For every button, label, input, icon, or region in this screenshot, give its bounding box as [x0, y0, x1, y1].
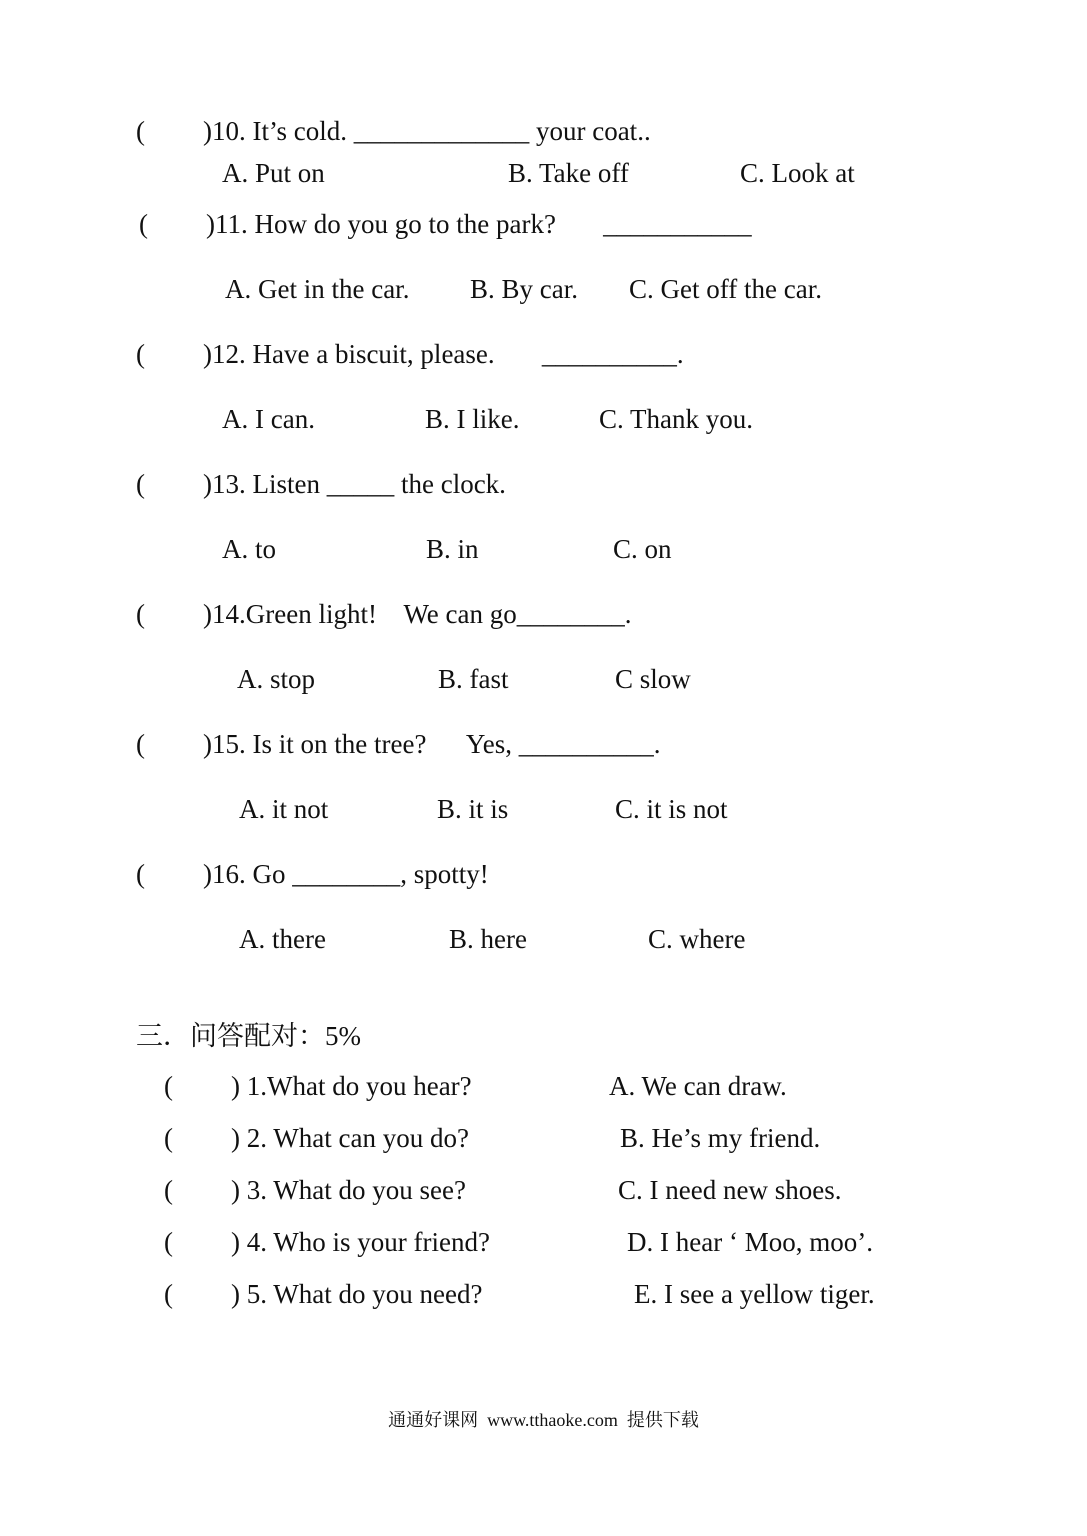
option-a-q14: A. stop — [237, 664, 316, 694]
option-b-q11: B. By car. — [470, 274, 578, 304]
option-a-q12: A. I can. — [222, 404, 315, 434]
match-paren-1: ( — [164, 1071, 173, 1101]
option-c-q15: C. it is not — [615, 794, 728, 824]
question-stem-q10: )10. It’s cold. _____________ your coat.. — [203, 116, 651, 146]
option-c-q12: C. Thank you. — [599, 404, 753, 434]
answer-paren-q12: ( — [136, 339, 145, 369]
option-a-q10: A. Put on — [222, 158, 325, 188]
option-c-q14: C slow — [615, 664, 691, 694]
match-paren-2: ( — [164, 1123, 173, 1153]
answer-paren-q14: ( — [136, 599, 145, 629]
answer-paren-q15: ( — [136, 729, 145, 759]
option-c-q10: C. Look at — [740, 158, 855, 188]
option-a-q16: A. there — [239, 924, 326, 954]
page-footer: 通通好课网 www.tthaoke.com 提供下载 — [388, 1410, 699, 1430]
answer-paren-q16: ( — [136, 859, 145, 889]
match-question-4: ) 4. Who is your friend? — [231, 1227, 490, 1257]
option-a-q15: A. it not — [239, 794, 329, 824]
match-answer-e: E. I see a yellow tiger. — [634, 1279, 875, 1309]
match-question-2: ) 2. What can you do? — [231, 1123, 469, 1153]
match-answer-b: B. He’s my friend. — [620, 1123, 821, 1153]
match-paren-3: ( — [164, 1175, 173, 1205]
answer-paren-q10: ( — [136, 116, 145, 146]
match-question-5: ) 5. What do you need? — [231, 1279, 483, 1309]
match-answer-d: D. I hear ‘ Moo, moo’. — [627, 1227, 873, 1257]
question-stem-q16: )16. Go ________, spotty! — [203, 859, 489, 889]
option-c-q11: C. Get off the car. — [629, 274, 822, 304]
option-a-q11: A. Get in the car. — [225, 274, 410, 304]
option-b-q15: B. it is — [437, 794, 509, 824]
option-b-q14: B. fast — [438, 664, 509, 694]
option-c-q16: C. where — [648, 924, 746, 954]
option-b-q12: B. I like. — [425, 404, 520, 434]
match-answer-c: C. I need new shoes. — [618, 1175, 842, 1205]
match-answer-a: A. We can draw. — [609, 1071, 787, 1101]
option-a-q13: A. to — [222, 534, 276, 564]
match-paren-4: ( — [164, 1227, 173, 1257]
match-paren-5: ( — [164, 1279, 173, 1309]
option-b-q16: B. here — [449, 924, 527, 954]
answer-paren-q13: ( — [136, 469, 145, 499]
question-stem-q12: )12. Have a biscuit, please. __________. — [203, 339, 684, 369]
match-question-3: ) 3. What do you see? — [231, 1175, 466, 1205]
option-b-q10: B. Take off — [508, 158, 629, 188]
question-stem-q15: )15. Is it on the tree? Yes, __________. — [203, 729, 661, 759]
question-stem-q13: )13. Listen _____ the clock. — [203, 469, 506, 499]
section-heading: 三．问答配对：5% — [136, 1021, 361, 1051]
question-stem-q14: )14.Green light! We can go________. — [203, 599, 632, 629]
option-c-q13: C. on — [613, 534, 672, 564]
answer-paren-q11: ( — [139, 209, 148, 239]
option-b-q13: B. in — [426, 534, 479, 564]
match-question-1: ) 1.What do you hear? — [231, 1071, 472, 1101]
question-stem-q11: )11. How do you go to the park? ___________ — [206, 209, 752, 239]
